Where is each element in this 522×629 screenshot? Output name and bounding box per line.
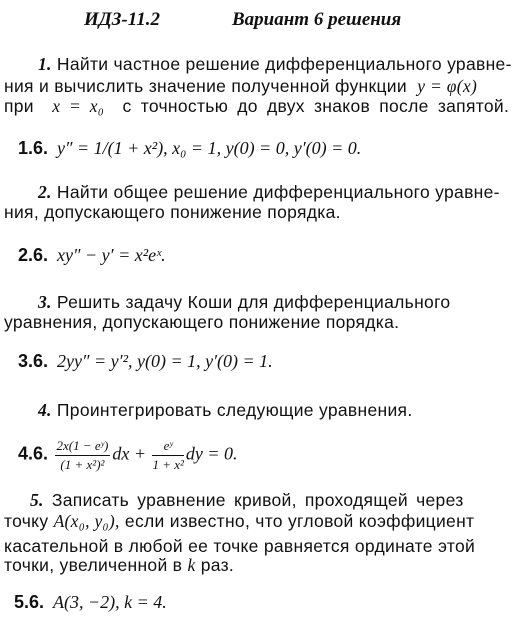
variant-2-6 [18,246,166,264]
variant-title: Вариант 6 решения [232,9,402,30]
task1-text-3c: с точностью до двух знаков после запятой. [122,96,510,116]
task2-line1 [38,184,500,202]
task3-line1 [38,294,450,312]
task4-number: 4. [38,400,52,420]
variant-4-6 [18,438,238,473]
task2-line2: ния, допускающего понижение порядка. [4,202,341,222]
document-code: ИДЗ-11.2 [84,9,160,30]
task3-text-1: Решить задачу Коши для дифференциального [56,292,451,312]
task5-line2 [4,513,474,531]
variant-5-6 [14,593,167,611]
variant-3-6 [18,352,273,370]
task3-number: 3. [38,292,52,312]
task5-text-2a: точку [4,511,49,531]
fraction-1-denominator: (1 + x²)² [60,457,105,472]
task1-line2 [4,78,477,96]
task5-text-4a: точки, увеличенной в [4,555,183,575]
task2-number: 2. [38,182,52,202]
task5-k: k [187,555,196,575]
task1-line1 [38,56,512,74]
fraction-2-denominator: 1 + x² [152,457,184,472]
fraction-1 [55,438,111,473]
variant-label: 3.6. [18,351,49,371]
task5-text-1: Записать уравнение кривой, проходящей через [51,490,464,510]
task5-text-2c: если известно, что угловой коэффициент [124,511,475,531]
task1-point: x = x₀ [52,96,105,116]
task3-line2: уравнения, допускающего понижение порядка. [4,312,400,332]
task1-number: 1. [38,54,52,74]
task1-line3 [4,98,509,116]
variant-label: 4.6. [18,443,49,464]
equation-tail: dy = 0. [185,443,238,464]
task5-line1 [30,492,464,510]
variant-label: 1.6. [18,138,49,158]
task1-text-3a: при [4,96,34,116]
task5-point: A(x₀, y₀), [53,511,120,531]
task4-line1 [38,402,413,420]
task5-text-4c: раз. [200,555,235,575]
variant-label: 5.6. [14,592,45,612]
task5-line3: касательной в любой ее точке равняется ординате этой [4,536,476,556]
variant-expression: A(3, −2), k = 4. [53,592,167,612]
task1-function: y = φ(x) [417,76,478,96]
task2-text-1: Найти общее решение дифференциального уравне- [56,182,500,202]
fraction-joiner: dx + [112,443,146,464]
variant-expression: y″ = 1/(1 + x²), x₀ = 1, y(0) = 0, y′(0) = 0. [57,138,362,158]
task1-text-2: ния и вычислить значение полученной функции [4,76,407,96]
fraction-1-numerator: 2x(1 − eʸ) [55,438,111,456]
variant-expression: 2yy″ = y′², y(0) = 1, y′(0) = 1. [57,351,273,371]
fraction-2 [152,438,183,473]
task5-number: 5. [30,490,44,510]
task4-text-1: Проинтегрировать следующие уравнения. [56,400,413,420]
task1-text-1: Найти частное решение дифференциального уравне- [56,54,512,74]
task5-line4 [4,557,234,575]
variant-label: 2.6. [18,245,49,265]
variant-1-6 [18,139,361,157]
variant-expression: xy″ − y′ = x²eˣ. [57,245,166,265]
fraction-2-numerator: eʸ [152,438,183,456]
